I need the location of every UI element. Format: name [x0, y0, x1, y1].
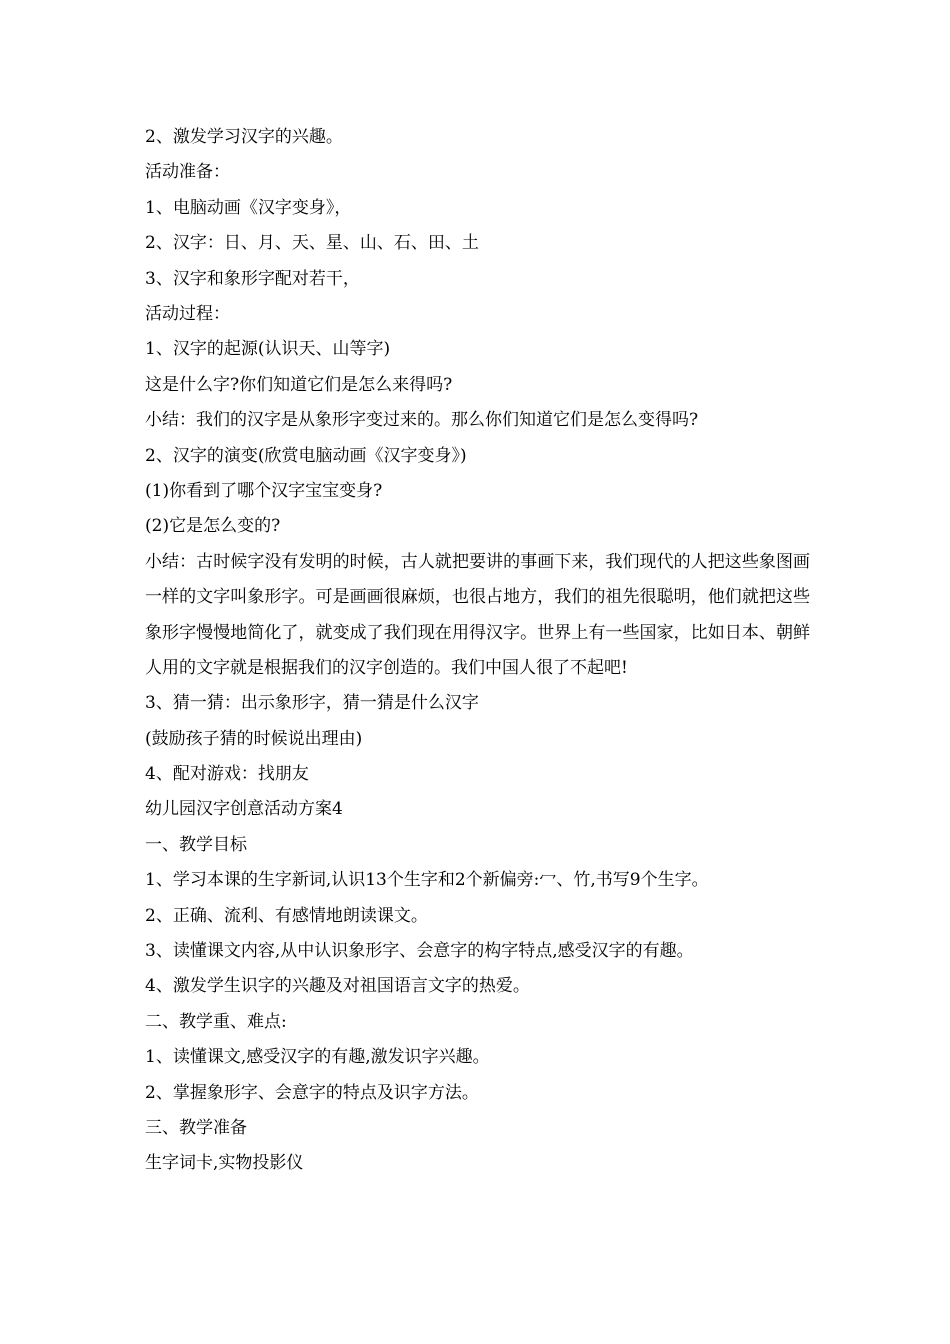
document-page — [145, 120, 810, 1182]
text-line: 这是什么字?你们知道它们是怎么来得吗? — [145, 374, 453, 395]
summary-paragraph: 小结：古时候字没有发明的时候，古人就把要讲的事画下来，我们现代的人把这些象图画一样的文字叫象形字。可是画画很麻烦，也很占地方，我们的祖先很聪明，他们就把这些象形字慢慢地简化了，就变成了我们现在用得汉字。世界上有一些国家，比如日本、朝鲜人用的文字就是根据我们的汉字创造的。我们中国人很了不起吧! — [145, 551, 810, 678]
text-line: 3、猜一猜：出示象形字，猜一猜是什么汉字 — [145, 693, 479, 714]
text-line: 小结：我们的汉字是从象形字变过来的。那么你们知道它们是怎么变得吗? — [145, 410, 699, 431]
text-line: (鼓励孩子猜的时候说出理由) — [145, 728, 363, 749]
text-line: 2、汉字：日、月、天、星、山、石、田、土 — [145, 233, 479, 254]
text-line: 1、汉字的起源(认识天、山等字) — [145, 339, 391, 360]
document-title: 幼儿园汉字创意活动方案4 — [145, 799, 343, 820]
text-line: 4、配对游戏：找朋友 — [145, 764, 309, 785]
text-line: 2、激发学习汉字的兴趣。 — [145, 127, 343, 147]
text-line: 1、电脑动画《汉字变身》， — [145, 197, 352, 218]
text-line: 3、读懂课文内容,从中认识象形字、会意字的构字特点,感受汉字的有趣。 — [145, 941, 694, 962]
section-heading: 活动准备： — [145, 162, 230, 183]
text-line: 生字词卡,实物投影仪 — [145, 1153, 304, 1174]
text-line: 2、汉字的演变(欣赏电脑动画《汉字变身》) — [145, 445, 467, 466]
text-line: 2、正确、流利、有感情地朗读课文。 — [145, 905, 428, 926]
text-line: 4、激发学生识字的兴趣及对祖国语言文字的热爱。 — [145, 976, 530, 997]
section-heading: 一、教学目标 — [145, 834, 247, 855]
text-line: (2)它是怎么变的? — [145, 516, 281, 537]
section-heading: 三、教学准备 — [145, 1118, 247, 1138]
text-line: 3、汉字和象形字配对若干， — [145, 268, 360, 289]
text-line: 1、读懂课文,感受汉字的有趣,激发识字兴趣。 — [145, 1047, 490, 1068]
text-line: 1、学习本课的生字新词,认识13个生字和2个新偏旁:冖、竹,书写9个生字。 — [145, 870, 709, 891]
section-heading: 二、教学重、难点: — [145, 1011, 287, 1032]
text-line: 2、掌握象形字、会意字的特点及识字方法。 — [145, 1082, 479, 1103]
section-heading: 活动过程： — [145, 303, 230, 324]
text-line: (1)你看到了哪个汉字宝宝变身? — [145, 480, 383, 501]
